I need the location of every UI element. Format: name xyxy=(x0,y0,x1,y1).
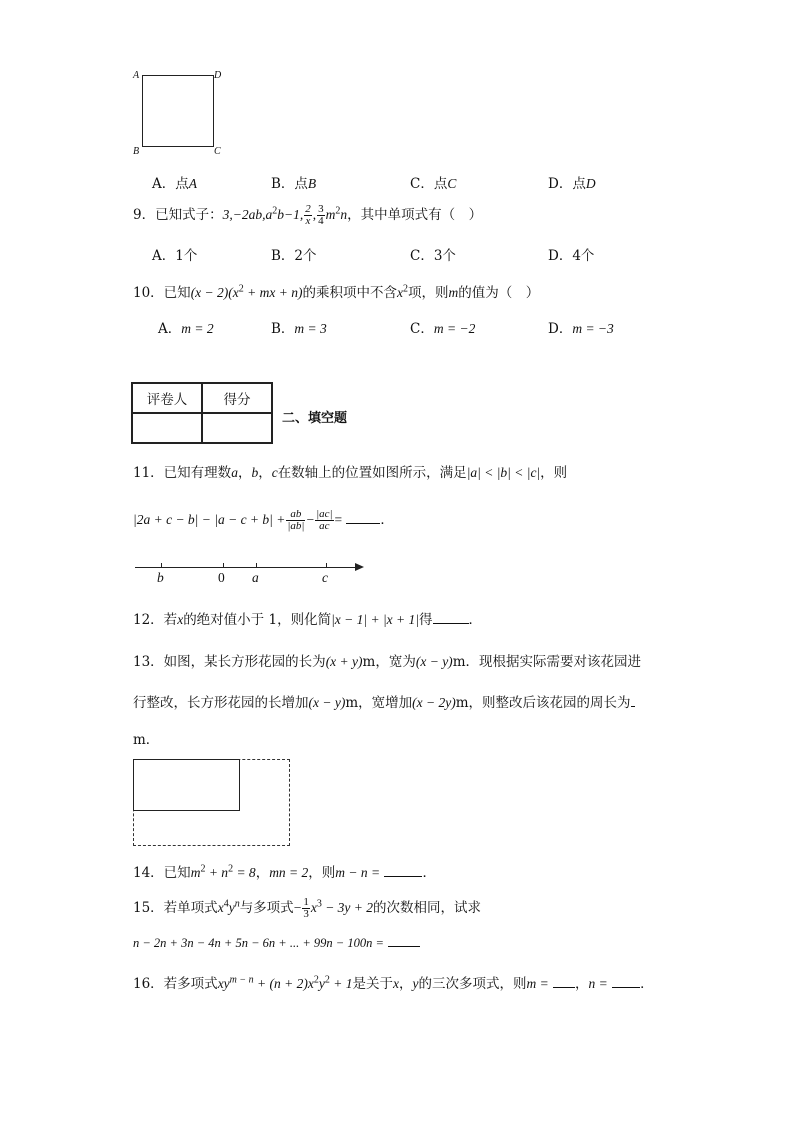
q15-expression: n − 2n + 3n − 4n + 5n − 6n + ... + 99n − 100n = xyxy=(133,934,420,951)
q15-stem: 15．若单项式$x^4y^n$与多项式− $\frac{1}{3}$ $x^3 - 3y + 2$的次数相同，试求 xyxy=(133,896,482,920)
vertex-label-a: A xyxy=(133,70,140,81)
q16-m-answer-blank[interactable] xyxy=(553,975,575,988)
q13-line-3: m． xyxy=(133,732,160,748)
q13-answer-blank[interactable] xyxy=(631,694,635,707)
q9-option-b[interactable]: B．2个 xyxy=(271,248,317,264)
q13-line-1: 13．如图，某长方形花园的长为(x + y)m，宽为(x − y)m．现根据实际需要对该花园进 xyxy=(133,654,641,670)
q11-fraction-ac: $\frac{|ac|}{ac}$ xyxy=(316,508,333,532)
number-line-arrow-icon xyxy=(355,563,364,571)
score-table xyxy=(131,382,273,444)
q11-stem: 11．已知有理数a，b，c在数轴上的位置如图所示，满足|a| < |b| < |c|，则 xyxy=(133,465,568,481)
q15-fraction-1-over-3: $\frac{1}{3}$ xyxy=(303,896,309,920)
q12-stem: 12．若x的绝对值小于 1，则化简|x − 1| + |x + 1|得 ． xyxy=(133,612,482,628)
q10-stem: 10．已知$(x - 2)(x^2$ + mx + n)的乘积项中不含$x^2$项，则m的值为（ ） xyxy=(133,283,540,301)
number-line-tick-0 xyxy=(223,563,224,568)
vertex-label-c: C xyxy=(214,146,221,157)
q15-answer-blank[interactable] xyxy=(388,934,420,947)
q16-n-answer-blank[interactable] xyxy=(612,975,640,988)
q9-option-c[interactable]: C．3个 xyxy=(410,248,456,264)
score-table-header-grader: 评卷人 xyxy=(132,383,202,413)
number-line-label-0: 0 xyxy=(218,570,225,585)
score-table-grader-cell[interactable] xyxy=(132,413,202,443)
number-line xyxy=(135,567,357,568)
q9-fraction-2-over-x: $\frac{2}{x}$ xyxy=(305,203,311,227)
q14-answer-blank[interactable] xyxy=(384,864,422,877)
q9-fraction-3-over-4: $\frac{3}{4}$ xyxy=(318,203,324,227)
q10-option-b[interactable]: B．m = 3 xyxy=(271,321,327,337)
number-line-label-a: a xyxy=(252,570,259,585)
q16-stem: 16．若多项式$xy^{m - n} + (n + 2)x^2y^2 + 1$是关于x，y的三次多项式，则m = ，n = ． xyxy=(133,974,654,992)
q8-option-d[interactable]: D．点D xyxy=(548,176,596,192)
q11-expression: |2a + c − b| − |a − c + b| + $\frac{ab}{|ab|}$ − $\frac{|ac|}{ac}$ = ． xyxy=(133,508,394,532)
q11-fraction-ab: $\frac{ab}{|ab|}$ xyxy=(287,508,305,532)
q10-option-a[interactable]: A．m = 2 xyxy=(158,321,214,337)
q9-option-a[interactable]: A．1个 xyxy=(152,248,198,264)
q8-option-b[interactable]: B．点B xyxy=(271,176,317,192)
q8-option-c[interactable]: C．点C xyxy=(410,176,457,192)
number-line-tick-b xyxy=(161,563,162,568)
q9-stem: 9．已知式子：$3,-2ab,a^2b-1$, $\frac{2}{x}$ , $\frac{3}{4}$ $m^2n$，其中单项式有（ ） xyxy=(133,203,483,227)
q10-option-c[interactable]: C．m = −2 xyxy=(410,321,476,337)
number-line-tick-c xyxy=(326,563,327,568)
score-table-header-score: 得分 xyxy=(202,383,272,413)
garden-original-rectangle xyxy=(133,759,240,811)
q13-line-2: 行整改，长方形花园的长增加(x − y)m，宽增加(x − 2y)m，则整改后该花园的周长为 xyxy=(133,691,635,711)
section-title-fill-in: 二、填空题 xyxy=(282,411,348,426)
q14-stem: 14．已知$m^2 + n^2 = 8$，mn = 2，则m − n = ． xyxy=(133,863,436,881)
q9-option-d[interactable]: D．4个 xyxy=(548,248,595,264)
vertex-label-b: B xyxy=(133,146,140,157)
q10-option-d[interactable]: D．m = −3 xyxy=(548,321,614,337)
number-line-label-b: b xyxy=(157,570,164,585)
q12-answer-blank[interactable] xyxy=(433,611,469,624)
q11-answer-blank[interactable] xyxy=(346,511,380,524)
number-line-tick-a xyxy=(256,563,257,568)
score-table-score-cell[interactable] xyxy=(202,413,272,443)
number-line-label-c: c xyxy=(322,570,328,585)
square-figure xyxy=(142,75,214,147)
vertex-label-d: D xyxy=(214,70,222,81)
q8-option-a[interactable]: A．点A xyxy=(152,176,197,192)
